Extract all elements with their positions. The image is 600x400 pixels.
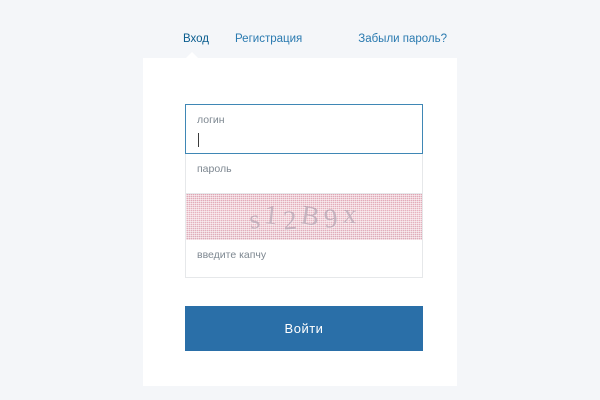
captcha-input-field[interactable] — [185, 240, 423, 278]
login-form — [185, 104, 423, 278]
tab-login[interactable]: Вход — [183, 33, 210, 45]
tab-register[interactable]: Регистрация — [235, 33, 303, 45]
tab-forgot-password[interactable]: Забыли пароль? — [358, 33, 448, 45]
login-field-label: логин — [197, 114, 225, 126]
captcha-field-label: введите капчу — [197, 249, 267, 261]
password-field-label: пароль — [197, 163, 232, 175]
captcha-image-text: s 1 2 B 9 x — [246, 197, 363, 236]
active-tab-pointer-icon — [185, 52, 199, 59]
text-caret — [198, 133, 199, 147]
captcha-image-container[interactable] — [185, 194, 423, 240]
password-field[interactable] — [185, 154, 423, 194]
login-field[interactable] — [185, 104, 423, 154]
submit-button[interactable]: Войти — [185, 306, 423, 351]
